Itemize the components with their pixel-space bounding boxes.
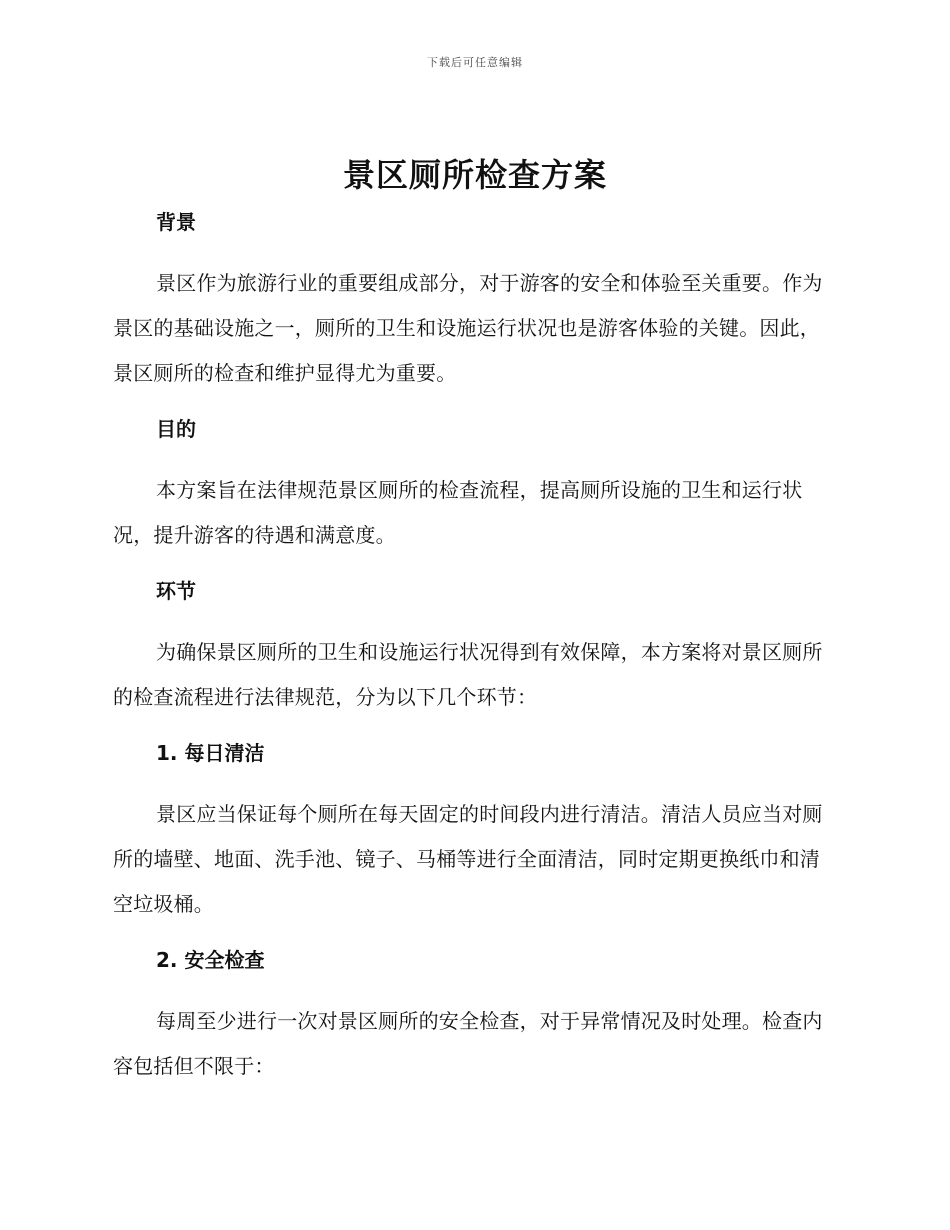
- section-steps: [113, 574, 833, 736]
- section-purpose: [113, 412, 833, 574]
- section-paragraph: 景区应当保证每个厕所在每天固定的时间段内进行清洁。清洁人员应当对厕所的墙壁、地面、洗手池、镜子、马桶等进行全面清洁，同时定期更换纸巾和清空垃圾桶。: [113, 802, 823, 916]
- section-paragraph: 为确保景区厕所的卫生和设施运行状况得到有效保障，本方案将对景区厕所的检查流程进行法律规范，分为以下几个环节：: [113, 640, 823, 709]
- document-body: [113, 205, 833, 1089]
- section-heading: 1. 每日清洁: [156, 741, 265, 765]
- section-safety-check: [113, 943, 833, 1089]
- section-heading: 背景: [156, 210, 196, 234]
- header-note: 下载后可任意编辑: [427, 56, 523, 69]
- section-paragraph: 本方案旨在法律规范景区厕所的检查流程，提高厕所设施的卫生和运行状况，提升游客的待遇和满意度。: [113, 478, 803, 547]
- section-heading: 2. 安全检查: [156, 948, 265, 972]
- page-title: 景区厕所检查方案: [342, 156, 607, 194]
- section-paragraph: 景区作为旅游行业的重要组成部分，对于游客的安全和体验至关重要。作为景区的基础设施之一，厕所的卫生和设施运行状况也是游客体验的关键。因此，景区厕所的检查和维护显得尤为重要。: [113, 271, 823, 385]
- section-background: [113, 205, 833, 412]
- section-heading: 环节: [156, 579, 196, 603]
- section-paragraph: 每周至少进行一次对景区厕所的安全检查，对于异常情况及时处理。检查内容包括但不限于：: [113, 1009, 823, 1078]
- section-heading: 目的: [156, 417, 196, 441]
- section-daily-cleaning: [113, 736, 833, 943]
